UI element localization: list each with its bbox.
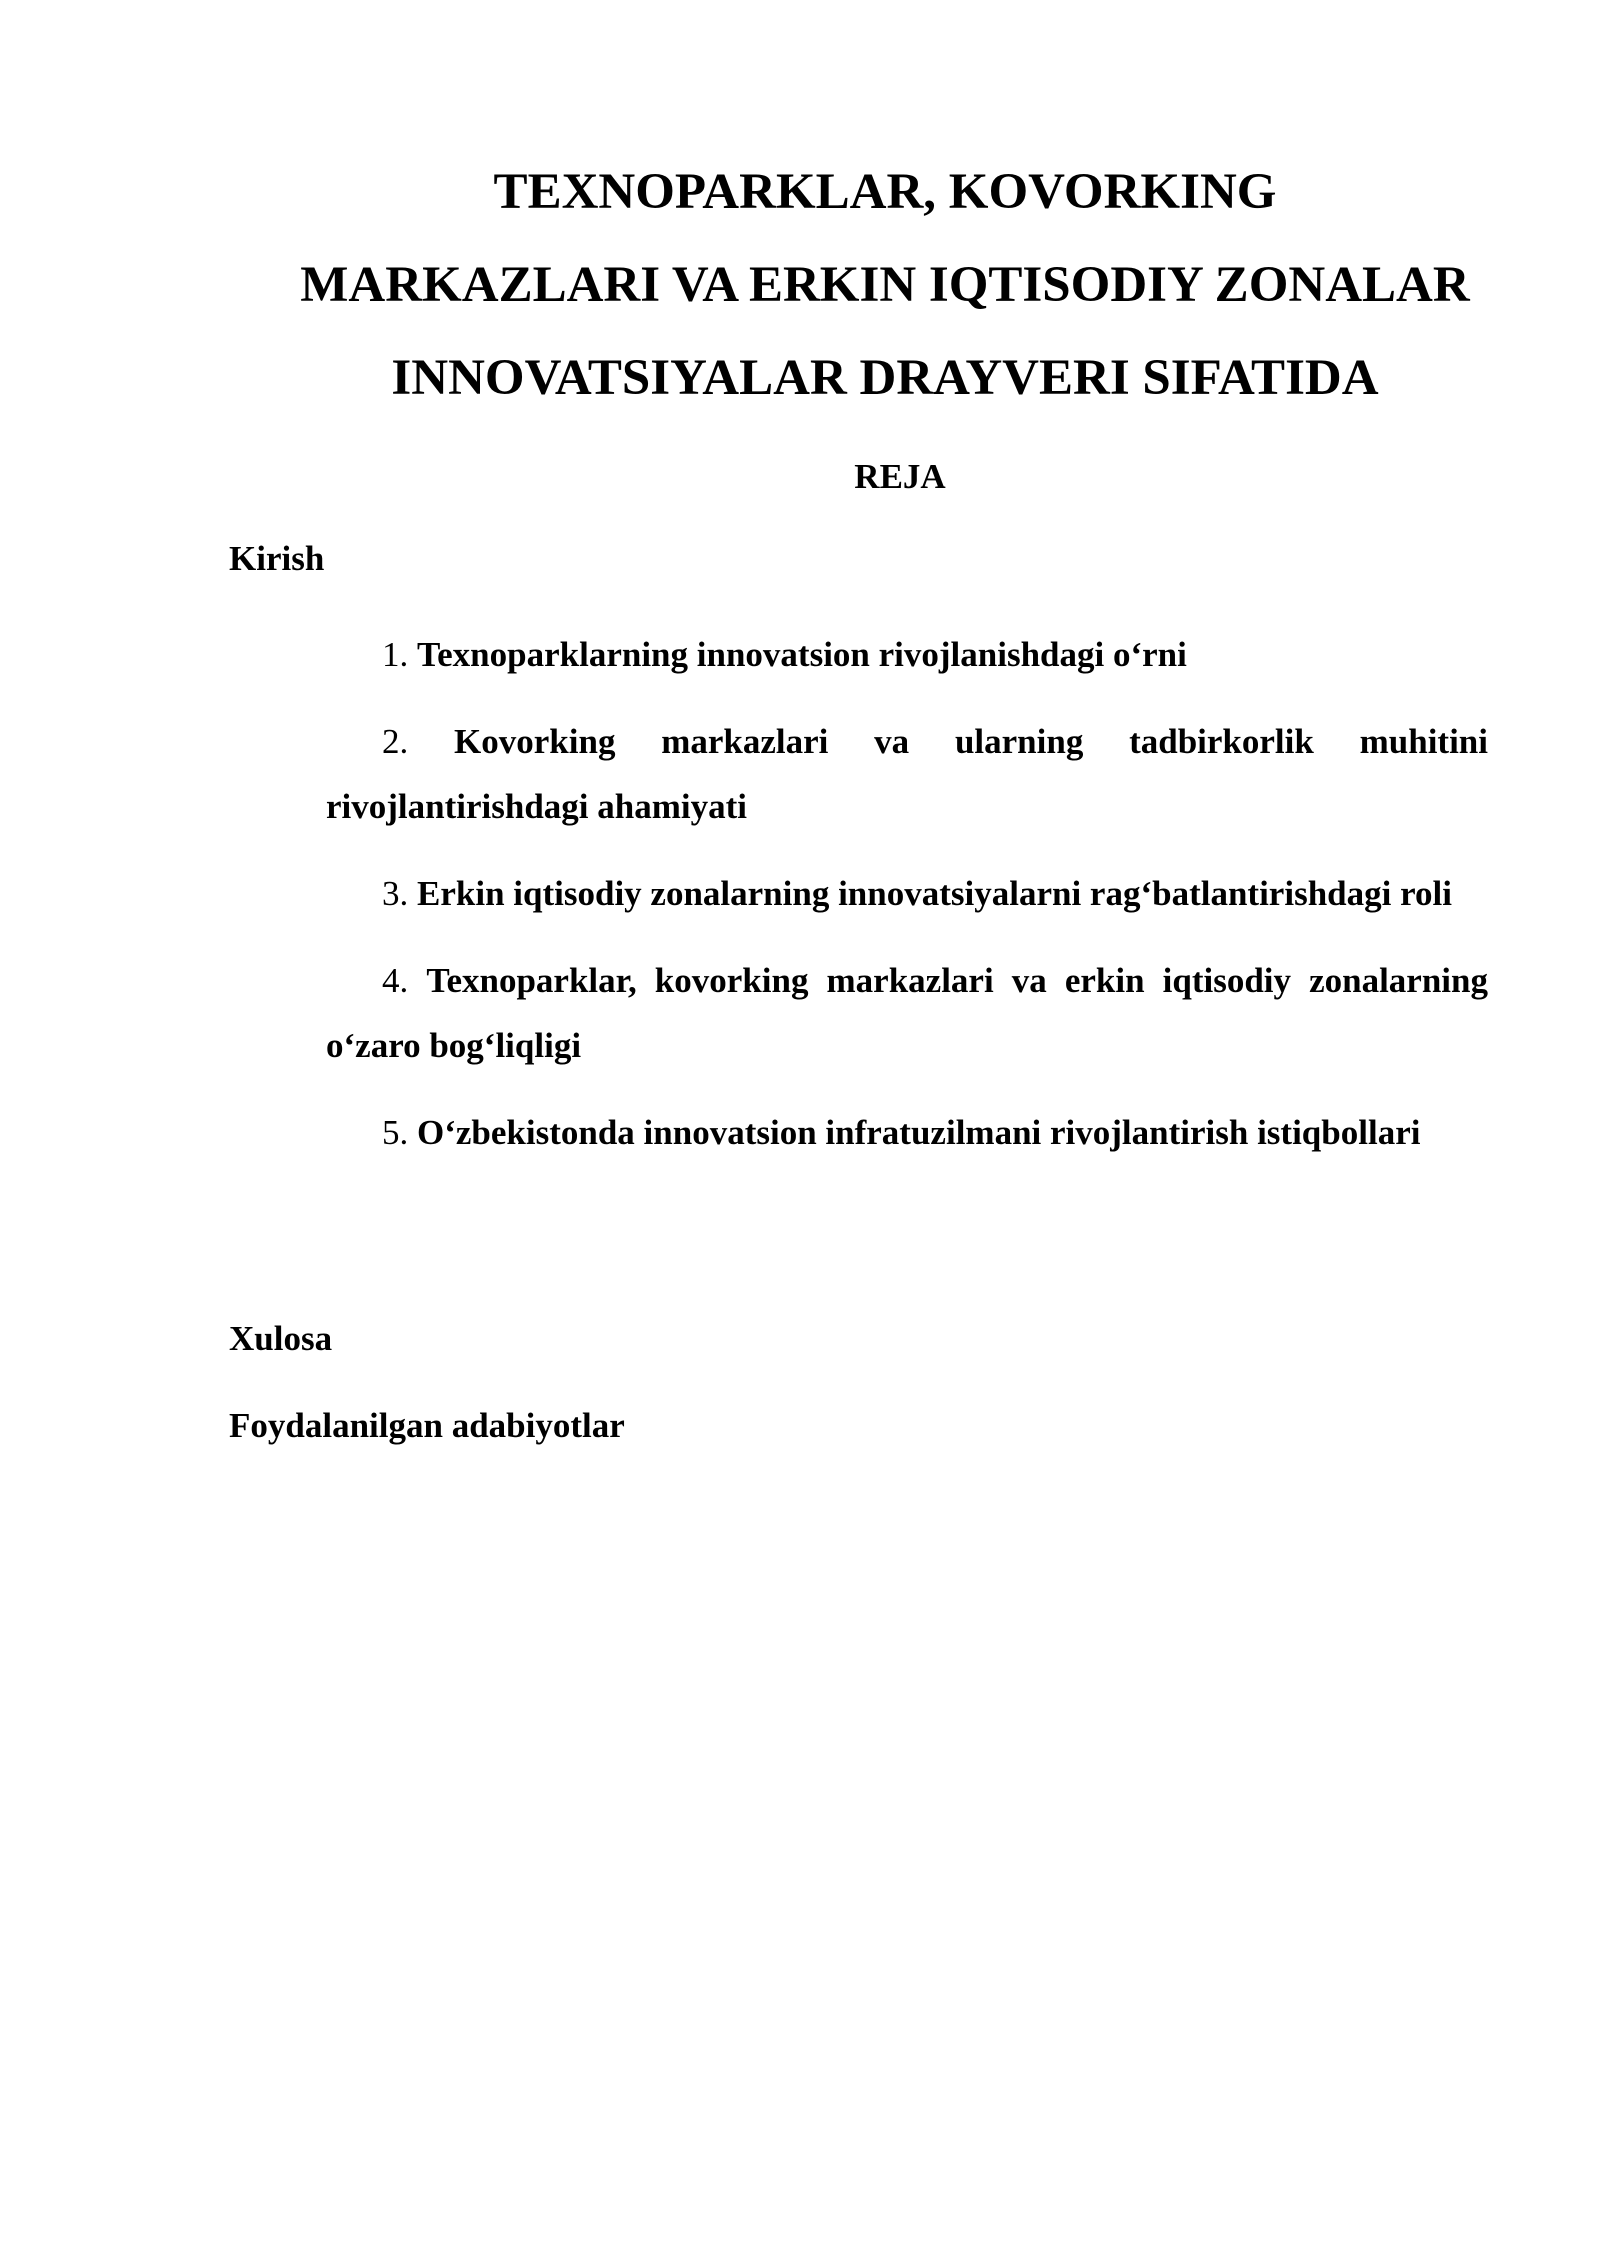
plan-list	[326, 622, 1488, 1187]
plan-item-text: Texnoparklarning innovatsion rivojlanishdagi o‘rni	[417, 635, 1187, 674]
plan-item-4	[326, 948, 1488, 1078]
plan-item-3	[326, 861, 1488, 926]
plan-item-2	[326, 709, 1488, 839]
title-line-2: MARKAZLARI VA ERKIN IQTISODIY ZONALAR	[300, 257, 1470, 313]
plan-item-text: O‘zbekistonda innovatsion infratuzilmani rivojlantirish istiqbollari	[417, 1113, 1421, 1152]
plan-item-1	[326, 622, 1488, 687]
plan-item-number: 5.	[382, 1113, 409, 1152]
plan-item-5	[326, 1100, 1488, 1165]
plan-item-number: 1.	[382, 635, 409, 674]
plan-heading: REJA	[854, 457, 946, 496]
plan-item-number: 3.	[382, 874, 409, 913]
plan-item-text: Kovorking markazlari va ularning tadbirkorlik muhitini rivojlantirishdagi ahamiyati	[326, 722, 1489, 826]
plan-item-text: Texnoparklar, kovorking markazlari va erkin iqtisodiy zonalarning o‘zaro bog‘liqligi	[326, 961, 1488, 1065]
document-title	[200, 146, 1570, 425]
plan-item-number: 2.	[382, 722, 409, 761]
references-heading: Foydalanilgan adabiyotlar	[229, 1406, 625, 1445]
plan-item-text: Erkin iqtisodiy zonalarning innovatsiyalarni rag‘batlantirishdagi roli	[417, 874, 1452, 913]
title-line-3: INNOVATSIYALAR DRAYVERI SIFATIDA	[391, 350, 1379, 406]
plan-item-number: 4.	[382, 961, 409, 1000]
conclusion-heading: Xulosa	[229, 1319, 333, 1358]
title-line-1: TEXNOPARKLAR, KOVORKING	[493, 164, 1277, 220]
intro-heading: Kirish	[229, 539, 325, 578]
